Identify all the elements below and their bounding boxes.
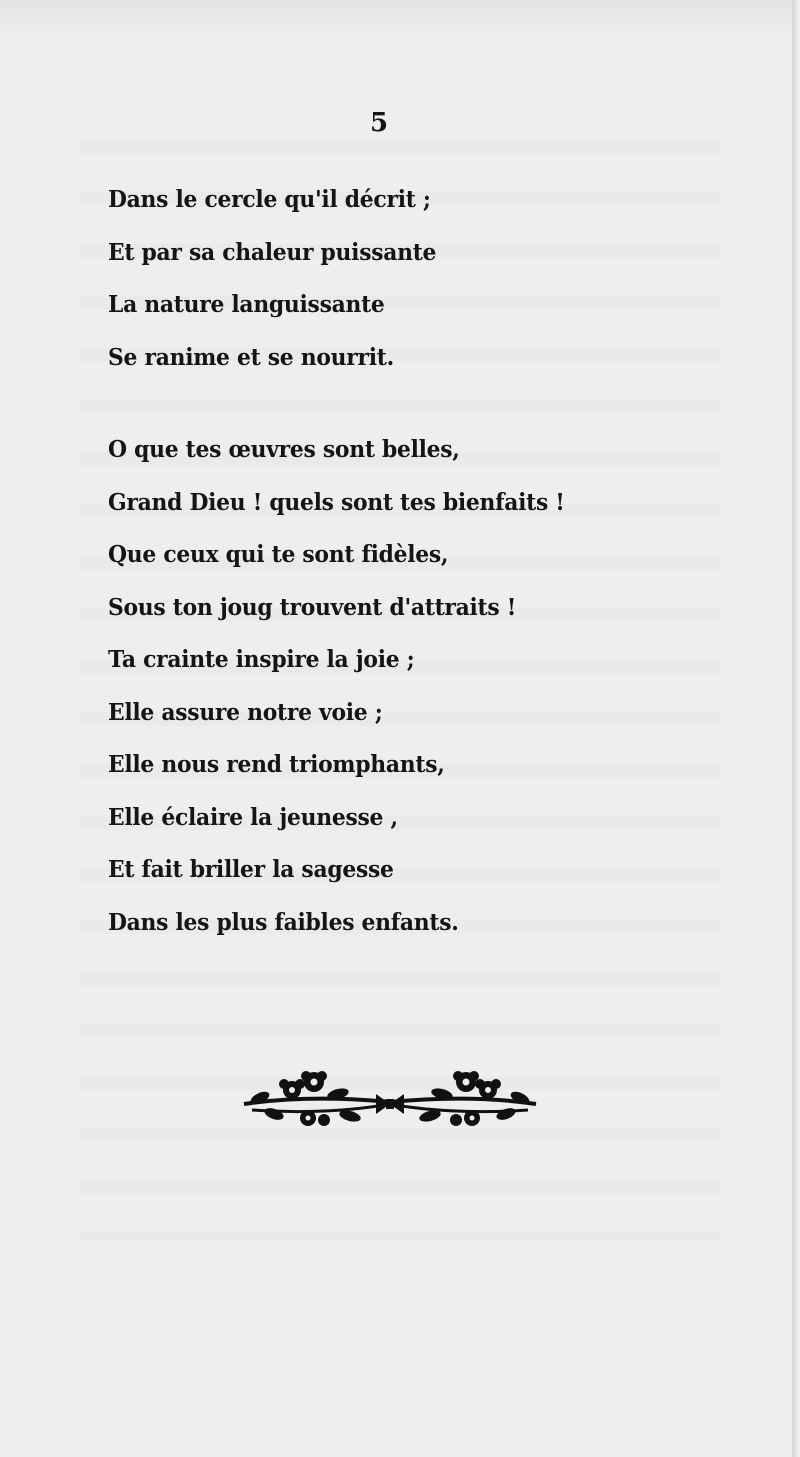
verse-line: Elle assure notre voie ; (108, 697, 383, 726)
page-number: 5 (369, 108, 389, 138)
verse-line: Et fait briller la sagesse (108, 855, 394, 883)
verse-line: Se ranime et se nourrit. (108, 342, 394, 371)
verse-line: Sous ton joug trouvent d'attraits ! (108, 592, 517, 621)
verse-line: Ta crainte inspire la joie ; (108, 645, 415, 673)
floral-vignette-icon (238, 1068, 542, 1130)
verse-line: Elle nous rend triomphants, (108, 750, 445, 778)
verse-line: Dans les plus faibles enfants. (108, 907, 459, 936)
verse-line: Elle éclaire la jeunesse , (108, 802, 398, 831)
page-edge (792, 0, 800, 1457)
verse-line: Que ceux qui te sont fidèles, (108, 540, 449, 568)
verse-line: O que tes œuvres sont belles, (108, 435, 460, 463)
page-top-shadow (0, 0, 800, 40)
stanza-1 (108, 173, 461, 383)
verse-line: La nature languissante (108, 290, 385, 318)
verse-line: Grand Dieu ! quels sont tes bienfaits ! (108, 487, 565, 516)
verse-line: Et par sa chaleur puissante (108, 237, 437, 266)
verse-line: Dans le cercle qu'il décrit ; (108, 185, 431, 213)
stanza-2 (108, 423, 599, 948)
